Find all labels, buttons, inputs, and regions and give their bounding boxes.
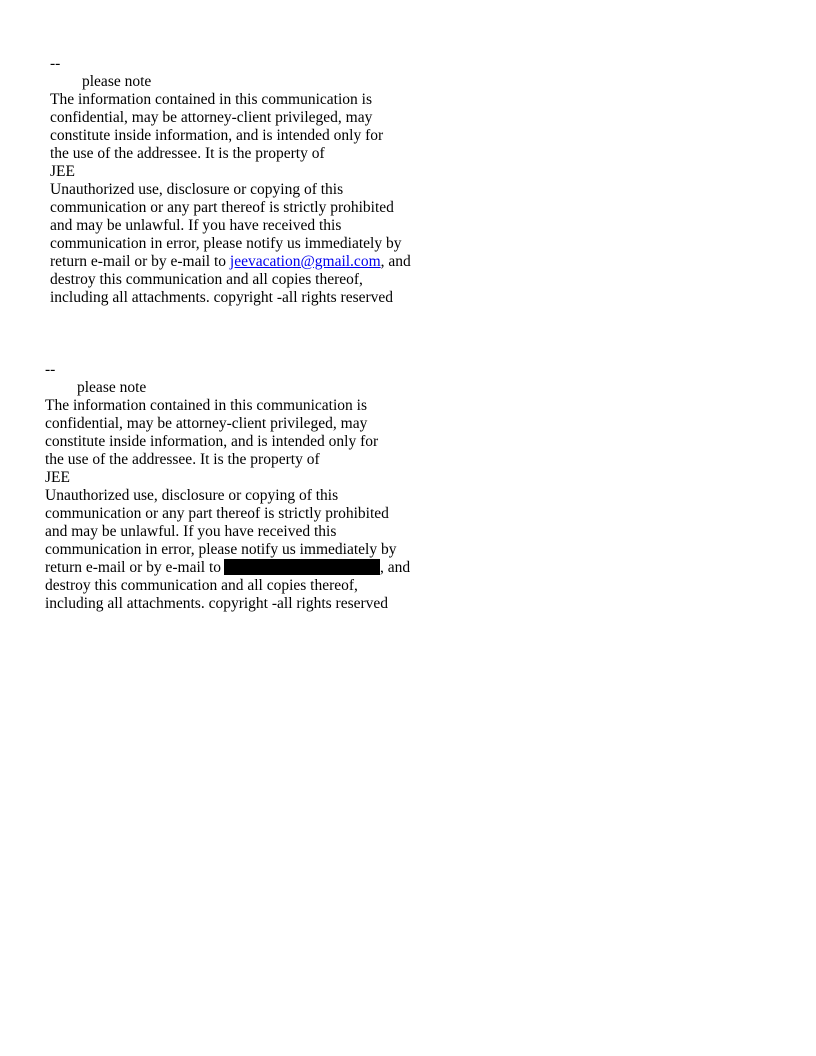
email-prefix: return e-mail or by e-mail to bbox=[50, 253, 230, 270]
email-line bbox=[50, 253, 411, 271]
please-note-label: please note bbox=[82, 73, 152, 90]
email-link[interactable]: jeevacation@gmail.com bbox=[229, 253, 381, 270]
disclaimer-line: constitute inside information, and is intended only for bbox=[50, 127, 384, 144]
disclaimer-line: communication in error, please notify us immediately by bbox=[50, 235, 402, 252]
disclaimer-line: The information contained in this communication is bbox=[45, 397, 367, 414]
disclaimer-line: Unauthorized use, disclosure or copying of this bbox=[50, 181, 344, 198]
disclaimer-line: communication or any part thereof is strictly prohibited bbox=[45, 505, 389, 522]
disclaimer-line: confidential, may be attorney-client privileged, may bbox=[50, 109, 373, 126]
disclaimer-line: communication in error, please notify us immediately by bbox=[45, 541, 397, 558]
disclaimer-line: constitute inside information, and is intended only for bbox=[45, 433, 379, 450]
disclaimer-block-1 bbox=[50, 55, 411, 307]
disclaimer-line: confidential, may be attorney-client privileged, may bbox=[45, 415, 368, 432]
owner-name: JEE bbox=[45, 469, 70, 486]
disclaimer-line: Unauthorized use, disclosure or copying of this bbox=[45, 487, 339, 504]
disclaimer-line: communication or any part thereof is strictly prohibited bbox=[50, 199, 394, 216]
disclaimer-line: destroy this communication and all copies thereof, bbox=[45, 577, 358, 594]
disclaimer-line: and may be unlawful. If you have received this bbox=[45, 523, 337, 540]
disclaimer-line: the use of the addressee. It is the property of bbox=[45, 451, 320, 468]
email-suffix: , and bbox=[380, 253, 411, 270]
email-line bbox=[45, 559, 410, 577]
redaction-box bbox=[224, 559, 380, 575]
disclaimer-line: the use of the addressee. It is the property of bbox=[50, 145, 325, 162]
owner-name: JEE bbox=[50, 163, 75, 180]
disclaimer-line: and may be unlawful. If you have received this bbox=[50, 217, 342, 234]
disclaimer-line: including all attachments. copyright -all rights reserved bbox=[50, 289, 394, 306]
email-prefix: return e-mail or by e-mail to bbox=[45, 559, 222, 576]
disclaimer-line: including all attachments. copyright -all rights reserved bbox=[45, 595, 389, 612]
disclaimer-line: destroy this communication and all copies thereof, bbox=[50, 271, 363, 288]
signature-dashes: -- bbox=[50, 55, 61, 72]
disclaimer-block-2 bbox=[45, 361, 410, 613]
email-suffix: , and bbox=[380, 559, 411, 576]
disclaimer-line: The information contained in this communication is bbox=[50, 91, 372, 108]
signature-dashes: -- bbox=[45, 361, 56, 378]
please-note-label: please note bbox=[77, 379, 147, 396]
